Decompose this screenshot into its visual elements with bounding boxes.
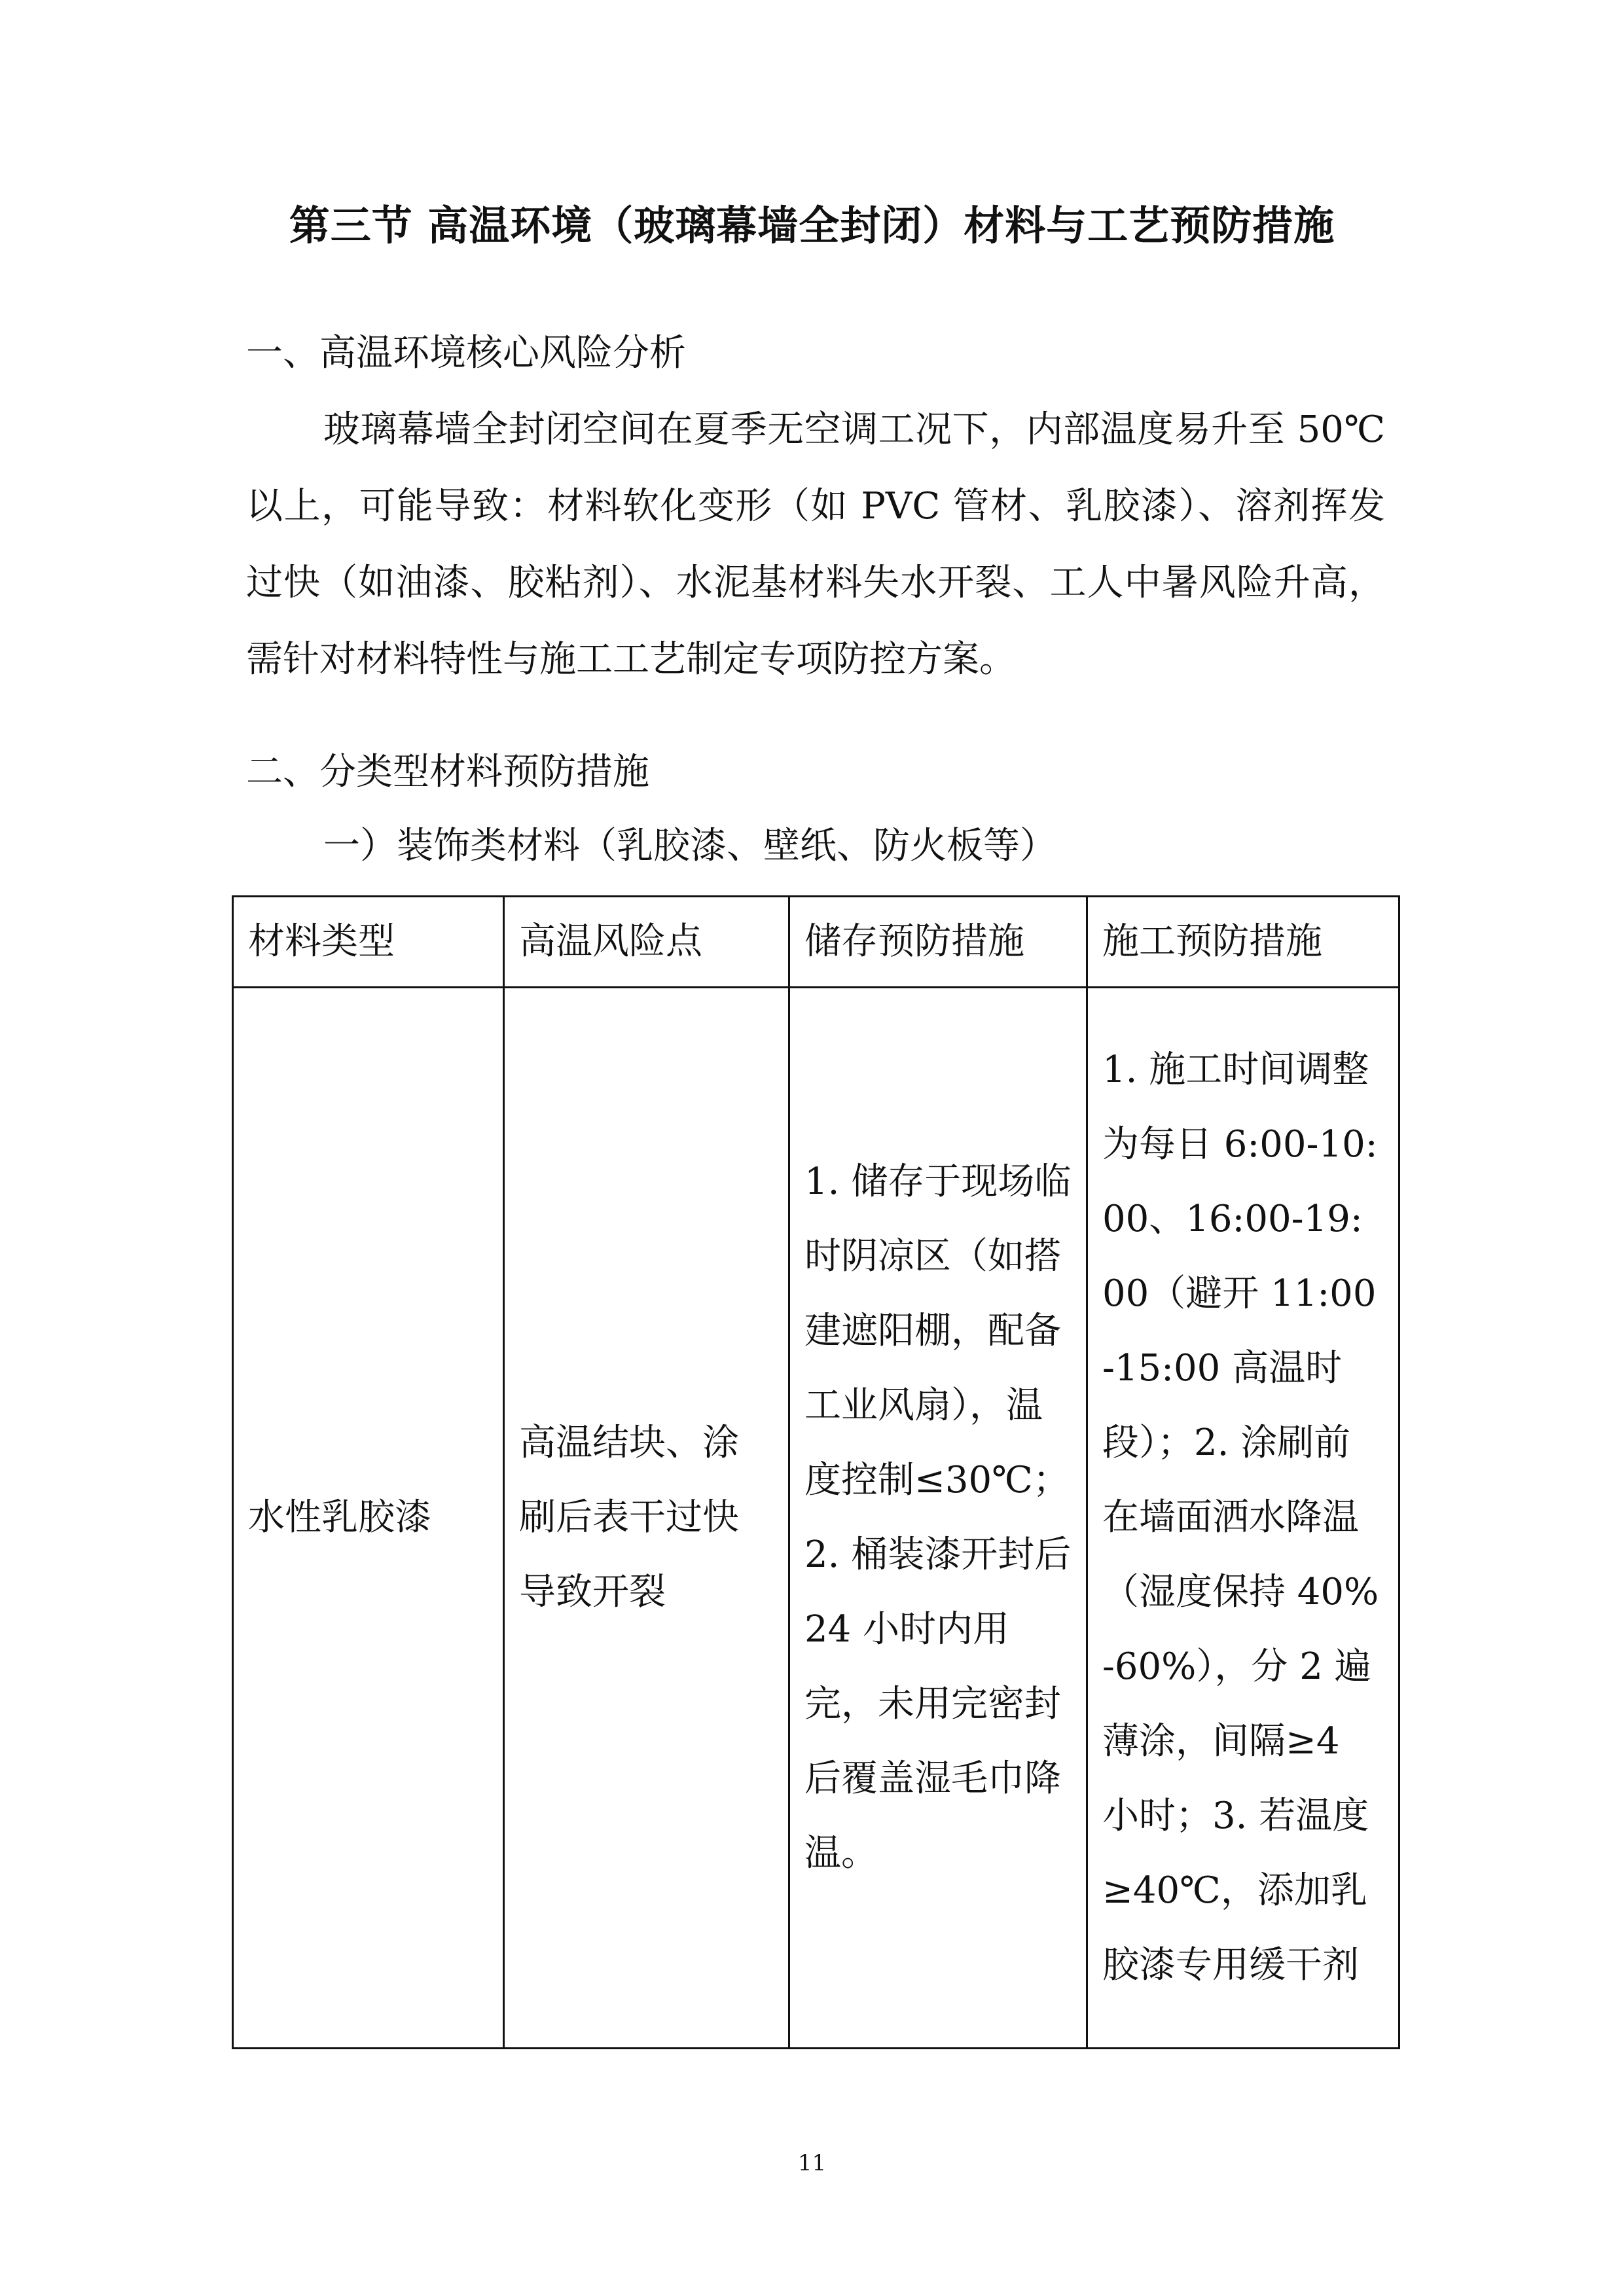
cell-construction-measures: 1. 施工时间调整为每日 6:00-10:00、16:00-19:00（避开 11:00-15:00 高温时段）；2. 涂刷前在墙面洒水降温（湿度保持 40%-60%），分 2 遍薄涂，间隔≥4 小时；3. 若温度≥40℃，添加乳胶漆专用缓干剂: [1087, 988, 1399, 2049]
cell-storage-measures: 1. 储存于现场临时阴凉区（如搭建遮阳棚，配备工业风扇），温度控制≤30℃；2. 桶装漆开封后 24 小时内用完，未用完密封后覆盖湿毛巾降温。: [789, 988, 1087, 2049]
cell-material-type: 水性乳胶漆: [233, 988, 504, 2049]
table-header-row: [233, 897, 1399, 988]
risk-analysis-paragraph: 玻璃幕墙全封闭空间在夏季无空调工况下，内部温度易升至 50℃以上，可能导致：材料软化变形（如 PVC 管材、乳胶漆）、溶剂挥发过快（如油漆、胶粘剂）、水泥基材料失水开裂、工人中暑风险升高，需针对材料特性与施工工艺制定专项防控方案。: [246, 408, 1385, 681]
column-header-construction-measures: 施工预防措施: [1087, 897, 1399, 988]
column-header-storage-measures: 储存预防措施: [789, 897, 1087, 988]
page-title: 第三节 高温环境（玻璃幕墙全封闭）材料与工艺预防措施: [289, 202, 1335, 249]
subsection-heading-decorative-materials: 一）装饰类材料（乳胶漆、壁纸、防火板等）: [323, 825, 1056, 867]
table-row: [233, 988, 1399, 2049]
cell-risk-point: 高温结块、涂刷后表干过快导致开裂: [504, 988, 789, 2049]
section-heading-material-measures: 二、分类型材料预防措施: [246, 751, 649, 793]
section-heading-risk-analysis: 一、高温环境核心风险分析: [246, 332, 686, 374]
column-header-risk-point: 高温风险点: [504, 897, 789, 988]
material-measures-table: [232, 895, 1400, 2049]
page-number: 11: [797, 2150, 827, 2176]
column-header-material-type: 材料类型: [233, 897, 504, 988]
